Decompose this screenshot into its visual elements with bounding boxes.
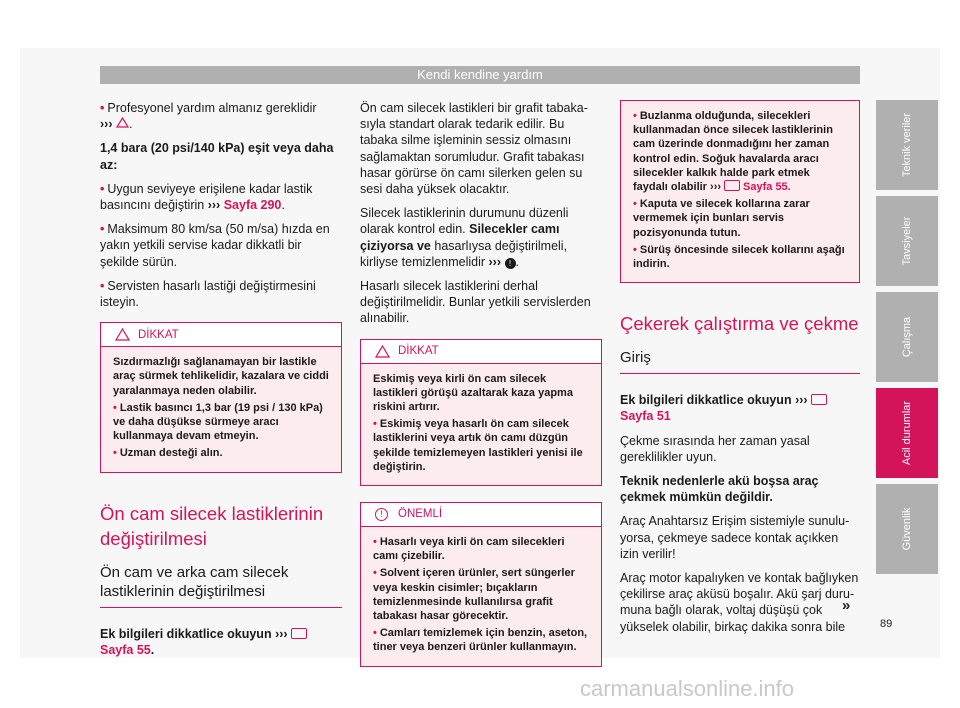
list-item: • Maksimum 80 km/sa (50 m/sa) hızda en yakın yetkili servise kadar dikkatli bir şekilde sürün. xyxy=(100,222,330,269)
info-icon: ! xyxy=(375,508,388,521)
column-3 xyxy=(620,100,860,643)
section-title: Çekerek çalıştırma ve çekme xyxy=(620,313,859,335)
continue-mark: » xyxy=(842,597,851,614)
paragraph: Teknik nedenlerle akü boşsa araç çekmek mümkün değildir. xyxy=(620,474,819,505)
paragraph-heading: 1,4 bara (20 psi/140 kPa) eşit veya daha az: xyxy=(100,141,334,172)
note-box-continued xyxy=(620,100,860,283)
tab-tavsiyeler[interactable]: Tavsiyeler xyxy=(876,196,938,286)
page-number: 89 xyxy=(880,618,893,630)
page-link[interactable]: Sayfa 51 xyxy=(620,409,671,424)
reference-line: Ek bilgileri dikkatlice okuyun ›››Sayfa 51 xyxy=(620,392,860,424)
book-icon xyxy=(724,180,740,191)
note-box xyxy=(360,502,602,667)
warning-box-body: Eskimiş veya kirli ön cam silecek lastikleri görüşü azaltarak kaza yapma riskini artırır. • Eskimiş veya hasarlı ön cam silecek lastiklerini veya artık ön camı düzgün şekilde temizlemeyen lastikleri yenisi ile değiştirin. xyxy=(373,372,583,473)
tab-calisma[interactable]: Çalışma xyxy=(876,292,938,382)
paragraph: Hasarlı silecek lastiklerini derhal değiştirilmelidir. Bunlar yetkili servislerden alınabilir. xyxy=(360,279,591,326)
column-1 xyxy=(100,100,342,666)
paragraph: Silecek lastiklerinin durumunu düzenli olarak kontrol edin. Silecekler camı çiziyorsa ve hasarlıysa değiştirilmeli, kirliyse temizlenmelidir ››› ! . xyxy=(360,206,569,269)
page-link[interactable]: Sayfa 55. xyxy=(743,181,791,194)
note-box-body: • Buzlanma olduğunda, silecekleri kullanmadan önce silecek lastiklerinin cam üzerinde donmadığını her zaman kontrol edin. Soğuk havalarda aracı silecekler kalkık halde park etmek faydalı olabilir ››› Sayfa 55. • Kaputa ve silecek kollarına zarar vermemek için bunları servis pozisyonunda tutun. • Sürüş öncesinde silecek kollarını aşağı indirin. xyxy=(633,110,845,271)
warning-box-header: DİKKAT xyxy=(361,340,601,364)
tab-guvenlik[interactable]: Güvenlik xyxy=(876,484,938,574)
note-box-body: • Hasarlı veya kirli ön cam silecekleri camı çizebilir. • Solvent içeren ürünler, sert süngerler veya keskin cisimler; bıçakların temizlenmesinde kullanılırsa grafit tabakası hasar görecektir. • Camları temizlemek için benzin, aseton, tiner veya benzeri ürünler kullanmayın. xyxy=(373,536,588,654)
watermark: carmanualsonline.info xyxy=(580,676,795,701)
warning-box-header: DİKKAT xyxy=(101,323,341,347)
info-icon: ! xyxy=(505,258,516,269)
page-header: Kendi kendine yardım xyxy=(100,66,860,84)
chapter-tabs xyxy=(876,100,938,580)
warning-box xyxy=(360,339,602,486)
paragraph: Ön cam silecek lastikleri bir grafit tabaka-sıyla standart olarak tedarik edilir. Bu tabaka silme işleminin sessiz olmasını sağlamaktan sorumludur. Grafit tabakası hasar görürse ön camı silerken gelen su sesi daha yüksek olacaktır. xyxy=(360,101,588,197)
page-link[interactable]: Sayfa 290 xyxy=(223,198,282,213)
warning-icon xyxy=(375,345,390,358)
warning-box xyxy=(100,322,342,472)
list-item: • Servisten hasarlı lastiği değiştirmesini isteyin. xyxy=(100,278,316,310)
column-2 xyxy=(360,100,602,667)
tab-teknik-veriler[interactable]: Teknik veriler xyxy=(876,100,938,190)
tab-acil-durumlar[interactable]: Acil durumlar xyxy=(876,388,938,478)
paragraph: Çekme sırasında her zaman yasal gereklilikler uyun. xyxy=(620,433,810,464)
list-item: • Uygun seviyeye erişilene kadar lastik basıncını değiştirin ››› Sayfa 290. xyxy=(100,181,313,213)
subsection-title: Giriş xyxy=(620,348,860,374)
subsection-title: Ön cam ve arka cam silecek lastiklerinin değiştirilmesi xyxy=(100,563,342,608)
page-link[interactable]: Sayfa 55 xyxy=(100,642,151,657)
paragraph: Araç Anahtarsız Erişim sistemiyle sunulu-yorsa, çekmeye sadece kontak açıkken izin verilir! xyxy=(620,514,850,561)
reference-line: Ek bilgileri dikkatlice okuyun ›››Sayfa 55. xyxy=(100,626,342,658)
warning-icon xyxy=(115,328,130,341)
warning-box-body: Sızdırmazlığı sağlanamayan bir lastikle araç sürmek tehlikelidir, kazalara ve ciddi yaralanmaya neden olabilir. • Lastik basıncı 1,3 bar (19 psi / 130 kPa) ve daha düşükse sürmeye aracı kullanmaya devam etmeyin. • Uzman desteği alın. xyxy=(113,356,329,460)
book-icon xyxy=(811,394,827,405)
paragraph: • Profesyonel yardım almanız gereklidir ››› . xyxy=(100,101,317,132)
section-title: Ön cam silecek lastiklerinin değiştirilmesi xyxy=(100,502,324,549)
paragraph: Araç motor kapalıyken ve kontak bağlıyken çekilirse araç aküsü boşalır. Akü şarj duru-muna bağlı olarak, voltaj düşüşü çok yükselek olabilir, birkaç dakika sonra bile xyxy=(620,571,859,634)
book-icon xyxy=(291,628,307,639)
note-box-header: ! ÖNEMLİ xyxy=(361,503,601,527)
warning-icon xyxy=(116,117,129,128)
